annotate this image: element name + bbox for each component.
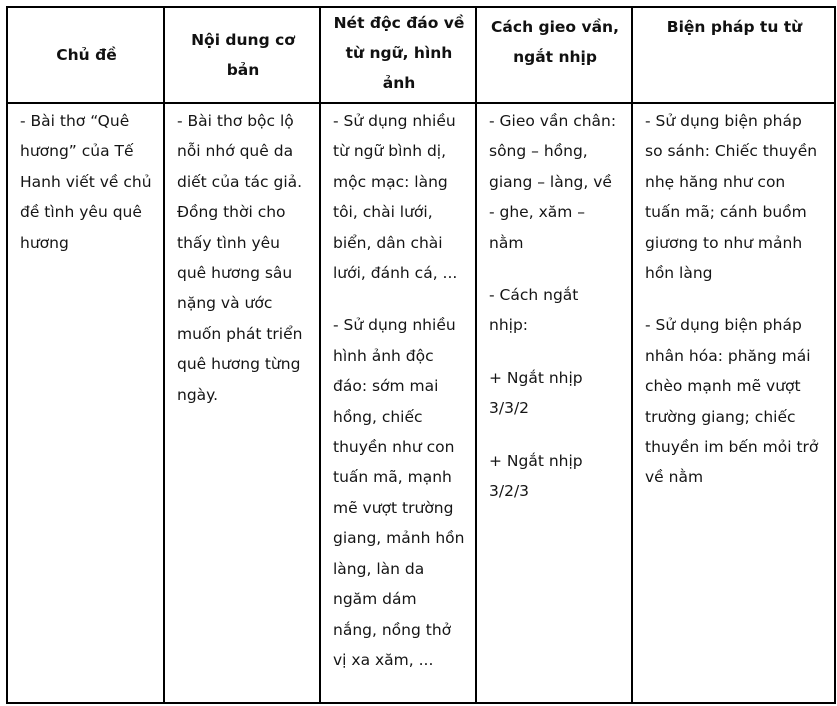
cell-text: - Sử dụng biện pháp nhân hóa: phăng mái chèo mạnh mẽ vượt trường giang; chiếc thuyền im bến mỏi trở về nằm: [645, 316, 819, 487]
cell-text: + Ngắt nhịp 3/3/2: [489, 368, 583, 418]
table-row: [7, 103, 835, 703]
cell-text: - Bài thơ “Quê hương” của Tế Hanh viết về chủ đề tình yêu quê hương: [20, 112, 152, 252]
cell-gieo-van: [476, 103, 632, 703]
cell-text: - Sử dụng biện pháp so sánh: Chiếc thuyền nhẹ hăng như con tuấn mã; cánh buồm giương to như mảnh hồn làng: [645, 112, 818, 283]
cell-text: - Bài thơ bộc lộ nỗi nhớ quê da diết của tác giả. Đồng thời cho thấy tình yêu quê hương sâu nặng và ước muốn phát triển quê hương từng ngày.: [177, 112, 303, 404]
cell-text: - Sử dụng nhiều hình ảnh độc đáo: sớm mai hồng, chiếc thuyền như con tuấn mã, mạnh mẽ vượt trường giang, mảnh hồn làng, làn da ngăm dám nắng, nồng thở vị xa xăm, ...: [333, 316, 465, 669]
header-gieo-van: Cách gieo vần, ngắt nhịp: [476, 7, 632, 103]
cell-text: - Sử dụng nhiều từ ngữ bình dị, mộc mạc: làng tôi, chài lưới, biển, dân chài lưới, đánh cá, ...: [333, 112, 458, 283]
header-row: [7, 7, 835, 103]
header-chu-de: Chủ đề: [7, 7, 164, 103]
header-bien-phap: Biện pháp tu từ: [632, 7, 835, 103]
cell-bien-phap: [632, 103, 835, 703]
cell-chu-de: [7, 103, 164, 703]
header-noi-dung: Nội dung cơ bản: [164, 7, 320, 103]
cell-text: + Ngắt nhịp 3/2/3: [489, 451, 583, 501]
cell-noi-dung: [164, 103, 320, 703]
cell-text: - Cách ngắt nhịp:: [489, 286, 579, 335]
cell-text: - Gieo vần chân: sông – hồng, giang – làng, về - ghe, xăm – nằm: [489, 112, 617, 252]
header-net-doc-dao: Nét độc đáo về từ ngữ, hình ảnh: [320, 7, 476, 103]
summary-table: [6, 6, 836, 704]
cell-net-doc-dao: [320, 103, 476, 703]
